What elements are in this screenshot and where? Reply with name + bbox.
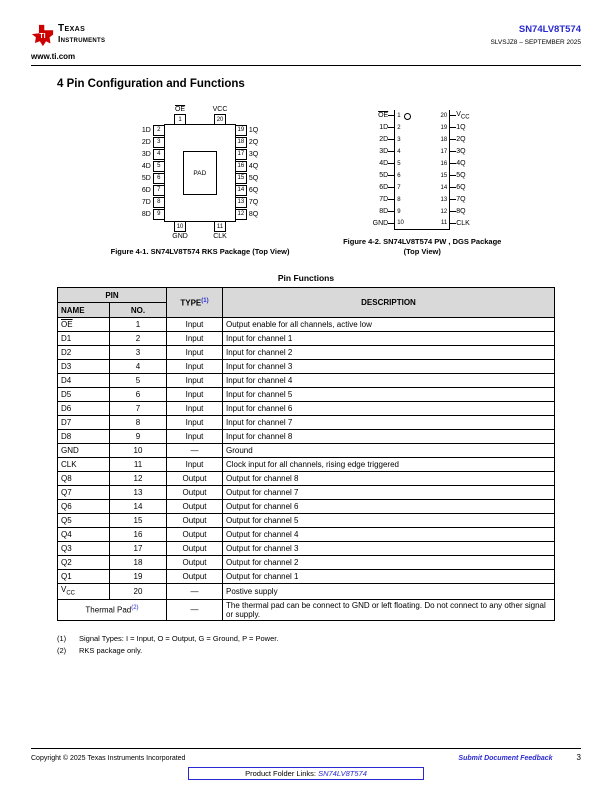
pin-no-cell: 13 xyxy=(110,486,167,500)
pin-no-cell: 6 xyxy=(110,388,167,402)
pin-desc-cell: Input for channel 5 xyxy=(223,388,555,402)
footnote xyxy=(57,633,555,645)
pin-name-cell: $\overline{OE}$ xyxy=(58,318,110,332)
figure-4-1-caption: Figure 4-1. SN74LV8T574 RKS Package (Top View) xyxy=(110,247,290,256)
pin-name-cell: Q3 xyxy=(58,542,110,556)
pin-number: 13 xyxy=(440,196,448,203)
table-body xyxy=(58,318,555,621)
pin-no-cell: 15 xyxy=(110,514,167,528)
pin-type-cell: — xyxy=(167,584,223,599)
pin-name-cell: Q6 xyxy=(58,500,110,514)
brand-line-instruments: Instruments xyxy=(58,33,106,44)
pin-row xyxy=(58,500,555,514)
dip-body-row xyxy=(394,122,450,134)
pin-no-cell: 4 xyxy=(110,360,167,374)
pin-number: 14 xyxy=(440,184,448,191)
pin-number: 19 xyxy=(235,125,247,136)
footer-right xyxy=(458,753,581,762)
pin-number: 3 xyxy=(153,137,165,148)
pin-label: 4Q xyxy=(456,160,466,168)
pin-name-cell: D7 xyxy=(58,416,110,430)
pin-number: 15 xyxy=(235,173,247,184)
rks-top-pins xyxy=(171,106,229,125)
pin-desc-cell: Ground xyxy=(223,444,555,458)
pin-type-cell: Input xyxy=(167,346,223,360)
pin-no-cell: 10 xyxy=(110,444,167,458)
section-title: 4 Pin Configuration and Functions xyxy=(57,78,245,90)
pin-label: 7D xyxy=(141,198,151,206)
dip-pin-row xyxy=(362,122,482,134)
pin-name-cell: Q5 xyxy=(58,514,110,528)
product-folder-box xyxy=(188,767,424,780)
product-folder-line xyxy=(31,767,581,780)
pin-label: 1D xyxy=(141,126,151,134)
product-links-prefix: Product Folder Links: xyxy=(245,769,319,778)
pin-row xyxy=(58,542,555,556)
pin-number: 8 xyxy=(397,196,401,203)
pin-label: 1Q xyxy=(248,126,259,134)
pin-label: 6Q xyxy=(248,186,259,194)
ti-wordmark xyxy=(58,24,105,43)
pin-name-cell: D6 xyxy=(58,402,110,416)
pin-name-cell: Q2 xyxy=(58,556,110,570)
pin-desc-cell: Input for channel 3 xyxy=(223,360,555,374)
pin-desc-cell: Output for channel 4 xyxy=(223,528,555,542)
figure-4-2-caption-line1: Figure 4-2. SN74LV8T574 PW , DGS Package xyxy=(343,236,502,246)
pin-type-cell: Output xyxy=(167,500,223,514)
dip-body-row xyxy=(394,134,450,146)
pin-number: 12 xyxy=(235,209,247,220)
footnotes xyxy=(57,633,555,656)
pin-type-cell: Input xyxy=(167,332,223,346)
ti-logo-icon xyxy=(31,24,54,47)
pin-label: 8D xyxy=(379,208,389,216)
pin-label: $\overline{OE}$ xyxy=(378,112,389,120)
pin-desc-cell: The thermal pad can be connect to GND or left floating. Do not connect to any other signal or supply. xyxy=(223,599,555,620)
pin-number: 5 xyxy=(397,160,401,167)
dip-body-row xyxy=(394,218,450,230)
header-type xyxy=(167,288,223,318)
pin-no-cell: 1 xyxy=(110,318,167,332)
pin-no-cell: 8 xyxy=(110,416,167,430)
doc-code: SLVSJZ8 – SEPTEMBER 2025 xyxy=(490,39,581,46)
pin-label: 4Q xyxy=(248,162,259,170)
pin-no-cell: 14 xyxy=(110,500,167,514)
pin-number: 5 xyxy=(153,161,165,172)
pin-type-cell: Input xyxy=(167,458,223,472)
dip-body-row xyxy=(394,206,450,218)
dip-pin-row xyxy=(362,182,482,194)
rks-package-body xyxy=(164,124,236,222)
pin-name-cell: D3 xyxy=(58,360,110,374)
pin-number: 11 xyxy=(214,221,226,232)
footnote-ref[interactable]: (2) xyxy=(131,604,139,611)
pin xyxy=(171,106,189,125)
pin-number: 7 xyxy=(397,184,401,191)
pin-label: 3D xyxy=(141,150,151,158)
pin-number: 19 xyxy=(440,124,448,131)
pin-functions-title: Pin Functions xyxy=(277,273,335,284)
pin-label: 8D xyxy=(141,210,151,218)
pin-type-cell: Output xyxy=(167,528,223,542)
copyright-text: Copyright © 2025 Texas Instruments Incorporated xyxy=(31,755,186,762)
pin-no-cell: 9 xyxy=(110,430,167,444)
header-name: NAME xyxy=(58,303,110,318)
pin xyxy=(171,221,189,240)
pin-number: 13 xyxy=(235,197,247,208)
pin-label: 5Q xyxy=(456,172,466,180)
pin-label: 8Q xyxy=(248,210,259,218)
header-type-label: TYPE xyxy=(180,298,202,308)
pin-row xyxy=(58,599,555,620)
pin-number: 8 xyxy=(153,197,165,208)
pin xyxy=(211,221,229,240)
pin-label: 5D xyxy=(379,172,389,180)
pin-row xyxy=(58,360,555,374)
pin-number: 10 xyxy=(174,221,186,232)
pin-number: 16 xyxy=(440,160,448,167)
pin-desc-cell: Output for channel 7 xyxy=(223,486,555,500)
part-number-link[interactable]: SN74LV8T574 xyxy=(518,24,581,35)
pin-row xyxy=(58,318,555,332)
pin-number: 15 xyxy=(440,172,448,179)
header-divider xyxy=(31,65,581,66)
pin-label: VCC xyxy=(212,106,228,113)
header-type-footnote-ref[interactable]: (1) xyxy=(201,297,209,304)
pin-label: CLK xyxy=(213,233,227,240)
pin xyxy=(211,106,229,125)
pin-type-cell: Input xyxy=(167,318,223,332)
dip-pin-row xyxy=(362,146,482,158)
rks-left-numbers xyxy=(153,124,165,220)
table-header xyxy=(58,288,555,318)
pin-name-cell: D5 xyxy=(58,388,110,402)
pin-number: 9 xyxy=(397,208,401,215)
pin-desc-cell: Output for channel 8 xyxy=(223,472,555,486)
pin-row xyxy=(58,416,555,430)
pin-no-cell: 5 xyxy=(110,374,167,388)
header-no: NO. xyxy=(110,303,167,318)
pin-number: 7 xyxy=(153,185,165,196)
pin-no-cell: 19 xyxy=(110,570,167,584)
rks-package-diagram xyxy=(142,106,258,240)
ti-website-link[interactable]: www.ti.com xyxy=(31,52,76,61)
pin-row xyxy=(58,346,555,360)
pin-number: 6 xyxy=(153,173,165,184)
dip-body-row xyxy=(394,158,450,170)
pin-number: 4 xyxy=(153,149,165,160)
pin-number: 20 xyxy=(440,112,448,119)
pin-label: 7Q xyxy=(456,196,466,204)
pin-label: 3Q xyxy=(456,148,466,156)
pin-name-cell: Q1 xyxy=(58,570,110,584)
pin-number: 20 xyxy=(214,114,226,125)
pin-label: 6Q xyxy=(456,184,466,192)
rks-right-numbers xyxy=(235,124,247,220)
pin-label: 2Q xyxy=(248,138,259,146)
pin-number: 11 xyxy=(440,220,448,227)
figure-4-2 xyxy=(343,110,501,257)
rks-bottom-pins xyxy=(171,221,229,240)
thermal-pad: PAD xyxy=(183,151,217,195)
pin-row xyxy=(58,584,555,599)
pin-row xyxy=(58,444,555,458)
pin-label: 2Q xyxy=(456,136,466,144)
pin-label: 1Q xyxy=(456,124,466,132)
footnote xyxy=(57,645,555,657)
rks-left-labels xyxy=(142,124,153,220)
pin-row xyxy=(58,570,555,584)
pin-row xyxy=(58,458,555,472)
rks-right-labels xyxy=(247,124,258,220)
pin-desc-cell: Output for channel 2 xyxy=(223,556,555,570)
ti-logo xyxy=(31,24,105,47)
pin-name-cell: Q7 xyxy=(58,486,110,500)
pin-name-cell: Q8 xyxy=(58,472,110,486)
pin-row xyxy=(58,332,555,346)
pin-number: 2 xyxy=(153,125,165,136)
pin-label: $\overline{OE}$ xyxy=(174,106,186,113)
pin-type-cell: Output xyxy=(167,556,223,570)
pin-desc-cell: Postive supply xyxy=(223,584,555,599)
dip-body-row xyxy=(394,170,450,182)
pin-no-cell: 11 xyxy=(110,458,167,472)
pin-label: 5Q xyxy=(248,174,259,182)
footer-row xyxy=(31,753,581,762)
pin-row xyxy=(58,402,555,416)
page-footer xyxy=(31,748,581,780)
pin-desc-cell: Output enable for all channels, active low xyxy=(223,318,555,332)
brand-line-texas: Texas xyxy=(58,23,86,34)
pin-no-cell: 20 xyxy=(110,584,167,599)
dip-pin-row xyxy=(362,218,482,230)
pin-label: GND xyxy=(172,233,188,240)
pin-row xyxy=(58,374,555,388)
pin-type-cell: — xyxy=(167,444,223,458)
pin-number: 10 xyxy=(397,220,404,227)
pin-functions-table xyxy=(57,287,555,621)
footnote-number: (1) xyxy=(57,633,67,643)
pin-type-cell: Output xyxy=(167,514,223,528)
pin-desc-cell: Input for channel 1 xyxy=(223,332,555,346)
pin-label: 8Q xyxy=(456,208,466,216)
pin-label: 3Q xyxy=(248,150,259,158)
pin-row xyxy=(58,528,555,542)
pin-no-cell: 16 xyxy=(110,528,167,542)
pin-no-cell: 2 xyxy=(110,332,167,346)
dip-pin-row xyxy=(362,170,482,182)
pin-label: 5D xyxy=(141,174,151,182)
pin-number: 3 xyxy=(397,136,401,143)
pin-number: 6 xyxy=(397,172,401,179)
pin-desc-cell: Output for channel 1 xyxy=(223,570,555,584)
figure-4-2-caption xyxy=(343,237,501,257)
pin-type-cell: Output xyxy=(167,486,223,500)
dip-pin-row xyxy=(362,206,482,218)
pin-number: 12 xyxy=(440,208,448,215)
pin-number: 9 xyxy=(153,209,165,220)
footnote-text: RKS package only. xyxy=(79,645,143,655)
pin-number: 17 xyxy=(440,148,448,155)
dip-pin-row xyxy=(362,110,482,122)
pin-no-cell: 12 xyxy=(110,472,167,486)
pin-label: 2D xyxy=(379,136,389,144)
pin-row xyxy=(58,514,555,528)
pin-desc-cell: Input for channel 7 xyxy=(223,416,555,430)
figures-row xyxy=(57,106,555,257)
pin-label: CLK xyxy=(456,220,470,228)
pin-name-cell: GND xyxy=(58,444,110,458)
pin-label: 7Q xyxy=(248,198,259,206)
pin-no-cell: 18 xyxy=(110,556,167,570)
pin-desc-cell: Clock input for all channels, rising edge triggered xyxy=(223,458,555,472)
rks-middle xyxy=(142,124,258,222)
pin-type-cell: Output xyxy=(167,542,223,556)
pin-desc-cell: Output for channel 6 xyxy=(223,500,555,514)
pin-label: 6D xyxy=(141,186,151,194)
svg-text:TI: TI xyxy=(39,33,46,41)
dip-body-row xyxy=(394,194,450,206)
pin-row xyxy=(58,556,555,570)
pw-dgs-package-diagram xyxy=(362,110,482,230)
pin-label: 4D xyxy=(141,162,151,170)
pin-name-cell: CLK xyxy=(58,458,110,472)
pin-type-cell: — xyxy=(167,599,223,620)
pin-row xyxy=(58,472,555,486)
pin-row xyxy=(58,388,555,402)
pin-label: 3D xyxy=(379,148,389,156)
pin-name-cell: Thermal Pad$^{(2)}$ xyxy=(58,599,167,620)
pin-number: 2 xyxy=(397,124,401,131)
pin-label: 4D xyxy=(379,160,389,168)
pin-label: GND xyxy=(372,220,389,228)
pin-number: 1 xyxy=(397,112,401,119)
pin-number: 1 xyxy=(174,114,186,125)
product-folder-link[interactable]: SN74LV8T574 xyxy=(318,769,367,778)
pin-number: 17 xyxy=(235,149,247,160)
pin-no-cell: 3 xyxy=(110,346,167,360)
pin-type-cell: Input xyxy=(167,388,223,402)
pin-row xyxy=(58,430,555,444)
pin-label: $V_{CC}$ xyxy=(456,111,470,121)
pin-type-cell: Input xyxy=(167,430,223,444)
pin-type-cell: Input xyxy=(167,360,223,374)
pin-name-cell: $V_{CC}$ xyxy=(58,584,110,599)
pin-name-cell: D2 xyxy=(58,346,110,360)
pin-name-cell: D4 xyxy=(58,374,110,388)
pin-type-cell: Output xyxy=(167,570,223,584)
main-content xyxy=(0,78,612,656)
pin-number: 18 xyxy=(440,136,448,143)
pin-desc-cell: Output for channel 3 xyxy=(223,542,555,556)
pin-desc-cell: Input for channel 4 xyxy=(223,374,555,388)
pin-name-cell: D1 xyxy=(58,332,110,346)
header-description: DESCRIPTION xyxy=(223,288,555,318)
pin-label: 7D xyxy=(379,196,389,204)
pin-desc-cell: Input for channel 6 xyxy=(223,402,555,416)
pin-no-cell: 7 xyxy=(110,402,167,416)
pin-number: 4 xyxy=(397,148,401,155)
pin-type-cell: Output xyxy=(167,472,223,486)
pin-desc-cell: Output for channel 5 xyxy=(223,514,555,528)
footer-divider xyxy=(31,748,581,749)
pin-number: 14 xyxy=(235,185,247,196)
pin-name-cell: Q4 xyxy=(58,528,110,542)
header-pin: PIN xyxy=(58,288,167,303)
pin-no-cell: 17 xyxy=(110,542,167,556)
dip-pin-row xyxy=(362,194,482,206)
page-number: 3 xyxy=(576,753,581,762)
dip-body-row xyxy=(394,182,450,194)
pin-label: 1D xyxy=(379,124,389,132)
figure-4-2-caption-line2: (Top View) xyxy=(403,247,441,256)
pin-number: 18 xyxy=(235,137,247,148)
header-left xyxy=(31,24,105,61)
pin-type-cell: Input xyxy=(167,374,223,388)
dip-pin-row xyxy=(362,158,482,170)
submit-feedback-link[interactable]: Submit Document Feedback xyxy=(458,755,553,762)
header-right xyxy=(490,24,581,46)
footnote-text: Signal Types: I = Input, O = Output, G = Ground, P = Power. xyxy=(79,633,279,643)
pin-desc-cell: Input for channel 2 xyxy=(223,346,555,360)
pin-type-cell: Input xyxy=(167,402,223,416)
dip-pin-row xyxy=(362,134,482,146)
figure-4-1 xyxy=(111,106,290,257)
pin-row xyxy=(58,486,555,500)
pin-name-cell: D8 xyxy=(58,430,110,444)
pin-label: 2D xyxy=(141,138,151,146)
dip-body-row xyxy=(394,110,450,122)
footnote-number: (2) xyxy=(57,645,67,655)
pin-number: 16 xyxy=(235,161,247,172)
dip-body-row xyxy=(394,146,450,158)
pin-type-cell: Input xyxy=(167,416,223,430)
pin-label: 6D xyxy=(379,184,389,192)
page-header xyxy=(0,0,612,61)
pin-desc-cell: Input for channel 8 xyxy=(223,430,555,444)
